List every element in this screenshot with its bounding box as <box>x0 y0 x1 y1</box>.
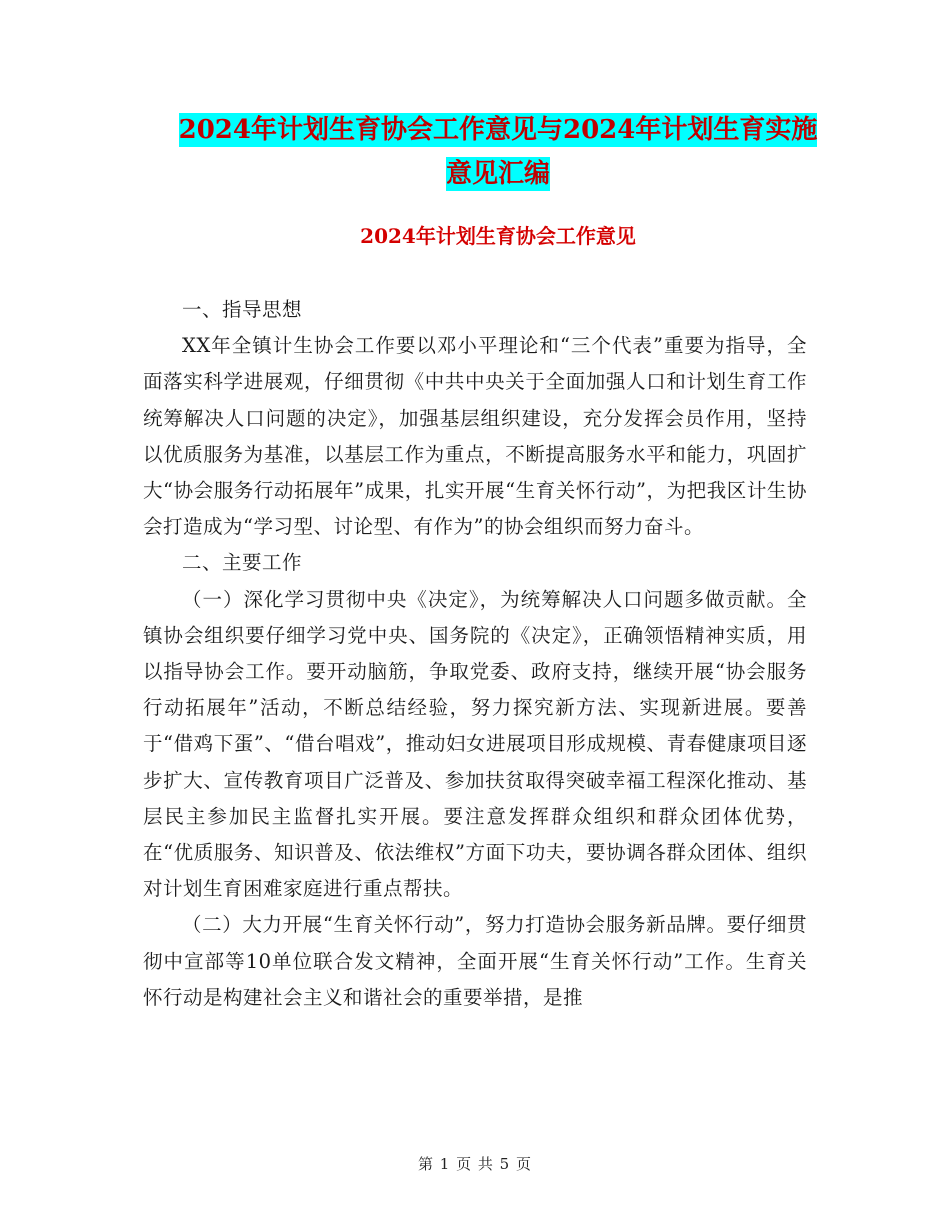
title-line-2: 意见汇编 <box>445 159 550 189</box>
document-title <box>140 108 856 196</box>
paragraph-work-item-2: （二）大力开展“生育关怀行动”，努力打造协会服务新品牌。要仔细贯彻中宣部等10单位联合发文精神，全面开展“生育关怀行动”工作。生育关怀行动是构建社会主义和谐社会的重要举措，是推 <box>143 913 807 1009</box>
title-line-1: 2024年计划生育协会工作意见与2024年计划生育实施 <box>178 115 818 145</box>
document-body <box>143 292 807 1016</box>
heading-guiding-ideology: 一、指导思想 <box>182 298 303 321</box>
paragraph-guiding-ideology: XX年全镇计生协会工作要以邓小平理论和“三个代表”重要为指导，全面落实科学进展观，仔细贯彻《中共中央关于全面加强人口和计划生育工作统筹解决人口问题的决定》，加强基层组织建设，充分发挥会员作用，坚持以优质服务为基准，以基层工作为重点，不断提高服务水平和能力，巩固扩大“协会服务行动拓展年”成果，扎实开展“生育关怀行动”，为把我区计生协会打造成为“学习型、讨论型、有作为”的协会组织而努力奋斗。 <box>143 334 807 539</box>
section-title: 2024年计划生育协会工作意见 <box>360 224 636 248</box>
heading-main-work: 二、主要工作 <box>182 551 303 575</box>
paragraph-work-item-1: （一）深化学习贯彻中央《决定》，为统筹解决人口问题多做贡献。全镇协会组织要仔细学习党中央、国务院的《决定》，正确领悟精神实质，用以指导协会工作。要开动脑筋，争取党委、政府支持，继续开展“协会服务行动拓展年”活动，不断总结经验，努力探究新方法、实现新进展。要善于“借鸡下蛋”、“借台唱戏”，推动妇女进展项目形成规模、青春健康项目逐步扩大、宣传教育项目广泛普及、参加扶贫取得突破幸福工程深化推动、基层民主参加民主监督扎实开展。要注意发挥群众组织和群众团体优势，在“优质服务、知识普及、依法维权”方面下功夫，要协调各群众团体、组织对计划生育困难家庭进行重点帮扶。 <box>143 587 807 901</box>
page-footer: 第 1 页 共 5 页 <box>418 1155 532 1173</box>
